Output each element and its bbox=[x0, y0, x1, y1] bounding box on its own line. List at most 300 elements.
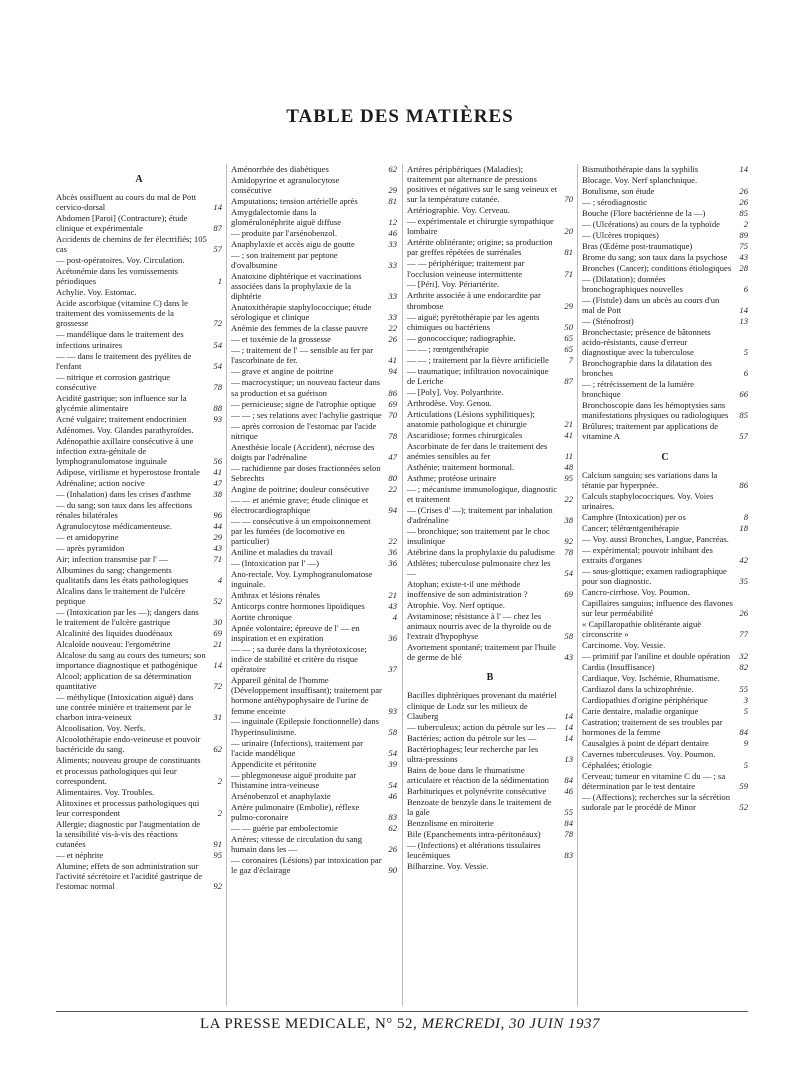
index-entry bbox=[56, 787, 222, 797]
entry-page: 32 bbox=[739, 650, 748, 661]
index-entry bbox=[582, 717, 748, 737]
index-entry bbox=[231, 377, 397, 397]
entry-page: 26 bbox=[739, 607, 748, 618]
index-entry bbox=[231, 644, 397, 674]
entry-page: 29 bbox=[388, 185, 397, 196]
index-entry bbox=[231, 271, 397, 301]
index-entry bbox=[56, 467, 222, 477]
entry-page: 54 bbox=[213, 360, 222, 371]
entry-page: 6 bbox=[743, 368, 748, 379]
entry-page: 20 bbox=[564, 226, 573, 237]
entry-page: 3 bbox=[743, 694, 748, 705]
entry-text: Artériographie. Voy. Cerveau. bbox=[407, 205, 510, 216]
entry-page: 29 bbox=[213, 531, 222, 542]
index-entry bbox=[231, 421, 397, 441]
entry-page: 78 bbox=[564, 828, 573, 839]
index-entry bbox=[231, 196, 397, 206]
index-entry bbox=[407, 744, 573, 764]
index-entry bbox=[582, 523, 748, 533]
entry-text: Bronchoscopie dans les hémoptysies sans manifestations physiques ou radiologiques bbox=[582, 400, 729, 421]
entry-text: — rachidienne par doses fractionnées selon Sebrechts bbox=[231, 462, 381, 483]
entry-page: 37 bbox=[388, 664, 397, 675]
entry-page: 14 bbox=[564, 710, 573, 721]
index-entry bbox=[231, 323, 397, 333]
index-entry bbox=[231, 175, 397, 195]
entry-page: 43 bbox=[213, 542, 222, 553]
index-entry bbox=[407, 690, 573, 720]
index-entry bbox=[582, 651, 748, 661]
index-entry bbox=[582, 295, 748, 315]
index-entry bbox=[407, 722, 573, 732]
entry-text: Asthénie; traitement hormonal. bbox=[407, 461, 515, 472]
entry-text: Athlètes; tuberculose pulmonaire chez les — bbox=[407, 557, 551, 579]
index-entry bbox=[56, 521, 222, 531]
index-entry bbox=[231, 399, 397, 409]
entry-text: « Capillaropathie oblitérante aiguë circonscrite » bbox=[582, 618, 702, 639]
entry-page: 12 bbox=[388, 217, 397, 228]
entry-text: Acné vulgaire; traitement endocrinien bbox=[56, 413, 187, 424]
entry-text: Adrénaline; action nocive bbox=[56, 477, 145, 488]
entry-text: Alcoolisation. Voy. Nerfs. bbox=[56, 723, 146, 734]
index-entry bbox=[582, 230, 748, 240]
entry-text: — sous-glottique; examen radiographique pour son diagnostic. bbox=[582, 565, 727, 586]
entry-text: — (Inhalation) dans les crises d'asthme bbox=[56, 488, 191, 499]
entry-page: 47 bbox=[213, 477, 222, 488]
index-entry bbox=[231, 228, 397, 238]
entry-text: Ascaridiose; formes chirurgicales bbox=[407, 429, 523, 440]
entry-text: — — guérie par embolectomie bbox=[231, 822, 338, 833]
entry-text: Cardiopathies d'origine périphérique bbox=[582, 694, 708, 705]
index-entry bbox=[407, 164, 573, 204]
index-entry bbox=[56, 723, 222, 733]
index-entry bbox=[582, 470, 748, 490]
entry-text: Albumines du sang; changements qualitatifs dans les états pathologiques bbox=[56, 564, 189, 585]
index-entry bbox=[582, 792, 748, 812]
entry-text: — — ; traitement par la fièvre artificielle bbox=[407, 354, 549, 365]
index-entry bbox=[56, 436, 222, 466]
index-column-3 bbox=[407, 164, 573, 1006]
entry-page: 54 bbox=[213, 339, 222, 350]
entry-page: 91 bbox=[213, 838, 222, 849]
entry-text: — [Péri]. Voy. Périartérite. bbox=[407, 279, 500, 290]
entry-page: 46 bbox=[564, 785, 573, 796]
entry-page: 83 bbox=[388, 811, 397, 822]
index-entry bbox=[582, 662, 748, 672]
entry-page: 96 bbox=[213, 509, 222, 520]
index-entry bbox=[56, 543, 222, 553]
entry-text: Anticorps contre hormones lipoïdiques bbox=[231, 601, 365, 611]
entry-page: 9 bbox=[743, 737, 748, 748]
entry-page: 88 bbox=[213, 402, 222, 413]
index-entry bbox=[582, 760, 748, 770]
entry-text: — (Ulcères tropiques) bbox=[582, 229, 659, 240]
index-entry bbox=[231, 569, 397, 589]
column-divider bbox=[226, 164, 227, 1006]
entry-text: Artères périphériques (Maladies); traitement par alternance de pressions positives et négatives sur le sang veineux et sur la température cutanée. bbox=[407, 164, 558, 205]
index-entry bbox=[407, 398, 573, 408]
index-entry bbox=[582, 327, 748, 357]
index-entry bbox=[231, 623, 397, 643]
entry-text: — après pyramidon bbox=[56, 542, 125, 553]
entry-page: 21 bbox=[564, 418, 573, 429]
entry-page: 65 bbox=[564, 343, 573, 354]
entry-text: — et amidopyrine bbox=[56, 531, 119, 542]
index-entry bbox=[56, 298, 222, 328]
entry-page: 44 bbox=[213, 520, 222, 531]
entry-page: 82 bbox=[739, 661, 748, 672]
index-entry bbox=[582, 619, 748, 639]
entry-text: Brûlures; traitement par applications de vitamine A bbox=[582, 421, 719, 442]
entry-page: 41 bbox=[388, 355, 397, 366]
entry-text: Bactéries; action du pétrole sur les — bbox=[407, 732, 537, 743]
index-entry bbox=[582, 379, 748, 399]
entry-text: — (Intoxication par l' —) bbox=[231, 557, 319, 568]
entry-page: 42 bbox=[739, 554, 748, 565]
entry-page: 71 bbox=[564, 268, 573, 279]
entry-text: Ascorbinate de fer dans le traitement des anémies sensibles au fer bbox=[407, 440, 548, 461]
index-entry bbox=[582, 640, 748, 650]
index-entry bbox=[407, 765, 573, 785]
entry-page: 22 bbox=[388, 323, 397, 334]
entry-text: Bactériophages; leur recherche par les ultra-pressions bbox=[407, 743, 539, 764]
entry-text: Capillaires sanguins; influence des flavones sur leur perméabilité bbox=[582, 597, 733, 618]
index-entry bbox=[582, 421, 748, 441]
entry-page: 14 bbox=[564, 732, 573, 743]
entry-text: Alcoolothérapie endo-veineuse et pouvoir bactéricide du sang. bbox=[56, 734, 201, 755]
entry-page: 56 bbox=[213, 455, 222, 466]
entry-text: — — périphérique; traitement par l'occlusion veineuse intermittente bbox=[407, 258, 525, 279]
entry-text: Artérite oblitérante; origine; sa production par greffes répétées de surrénales bbox=[407, 237, 553, 258]
entry-text: — et toxémie de la grossesse bbox=[231, 334, 331, 345]
entry-page: 48 bbox=[564, 461, 573, 472]
index-entry bbox=[582, 491, 748, 511]
index-entry bbox=[56, 425, 222, 435]
entry-page: 54 bbox=[564, 568, 573, 579]
entry-page: 36 bbox=[388, 633, 397, 644]
entry-text: Cerveau; tumeur en vitamine C du — ; sa détermination par le test dentaire bbox=[582, 770, 726, 791]
entry-text: — traumatique; infiltration novocaïnique de Leriche bbox=[407, 365, 549, 386]
index-entry bbox=[407, 861, 573, 871]
index-entry bbox=[231, 823, 397, 833]
entry-text: — coronaires (Lésions) par intoxication par le gaz d'éclairage bbox=[231, 854, 382, 875]
entry-text: — mandélique dans le traitement des infections urinaires bbox=[56, 329, 184, 350]
index-entry bbox=[56, 650, 222, 670]
index-entry bbox=[231, 590, 397, 600]
entry-page: 69 bbox=[388, 398, 397, 409]
entry-text: Adénomes. Voy. Glandes parathyroïdes. bbox=[56, 424, 194, 435]
index-entry bbox=[56, 414, 222, 424]
entry-page: 80 bbox=[388, 472, 397, 483]
entry-page: 4 bbox=[217, 574, 222, 585]
entry-page: 6 bbox=[743, 283, 748, 294]
entry-page: 13 bbox=[739, 316, 748, 326]
entry-page: 95 bbox=[213, 849, 222, 860]
entry-page: 52 bbox=[213, 596, 222, 607]
index-entry bbox=[231, 558, 397, 568]
index-entry bbox=[582, 316, 748, 326]
entry-page: 5 bbox=[743, 347, 748, 358]
index-entry bbox=[407, 579, 573, 599]
entry-page: 54 bbox=[388, 747, 397, 758]
index-entry bbox=[407, 505, 573, 525]
entry-page: 81 bbox=[388, 196, 397, 207]
entry-text: — — consécutive à un empoisonnement par les fumées (de locomotive en particulier) bbox=[231, 515, 371, 546]
entry-text: — — dans le traitement des pyélites de l'enfant bbox=[56, 350, 192, 371]
entry-page: 26 bbox=[388, 843, 397, 854]
index-entry bbox=[407, 642, 573, 662]
entry-text: — (Dilatation); données bronchographiques nouvelles bbox=[582, 273, 683, 294]
entry-text: Artères; vitesse de circulation du sang humain dans les — bbox=[231, 833, 363, 854]
index-entry bbox=[407, 600, 573, 610]
entry-page: 89 bbox=[739, 229, 748, 240]
index-entry bbox=[582, 252, 748, 262]
entry-page: 69 bbox=[213, 628, 222, 639]
entry-text: Benzolisme en miroiterie bbox=[407, 817, 494, 828]
index-entry bbox=[407, 818, 573, 828]
index-entry bbox=[407, 409, 573, 429]
entry-page: 26 bbox=[739, 185, 748, 196]
entry-page: 72 bbox=[213, 681, 222, 692]
entry-text: Aortite chronique bbox=[231, 611, 292, 622]
entry-page: 29 bbox=[564, 300, 573, 311]
index-entry bbox=[231, 802, 397, 822]
index-entry bbox=[231, 770, 397, 790]
entry-text: — du sang; son taux dans les affections rénales bilatérales bbox=[56, 499, 193, 520]
entry-text: — — ; rœntgenthérapie bbox=[407, 343, 489, 354]
entry-page: 46 bbox=[388, 790, 397, 801]
entry-text: Accidents de chemins de fer électrifiés; 105 cas bbox=[56, 234, 207, 255]
entry-page: 85 bbox=[739, 207, 748, 218]
index-entry bbox=[407, 237, 573, 257]
index-entry bbox=[231, 759, 397, 769]
index-entry bbox=[56, 500, 222, 520]
entry-text: — — et anémie grave; étude clinique et électrocardiographique bbox=[231, 494, 369, 515]
index-entry bbox=[231, 484, 397, 494]
entry-page: 31 bbox=[213, 712, 222, 723]
index-entry bbox=[56, 287, 222, 297]
entry-text: Benzoate de benzyle dans le traitement de la gale bbox=[407, 796, 552, 817]
index-entry bbox=[56, 234, 222, 254]
index-entry bbox=[231, 334, 397, 344]
entry-page: 78 bbox=[213, 381, 222, 392]
entry-text: — et néphrite bbox=[56, 849, 104, 860]
index-entry bbox=[56, 554, 222, 564]
index-entry bbox=[231, 834, 397, 854]
entry-text: Alcalinité des liquides duodénaux bbox=[56, 628, 173, 639]
index-entry bbox=[56, 213, 222, 233]
entry-text: Cancro-cirrhose. Voy. Poumon. bbox=[582, 586, 690, 597]
entry-page: 35 bbox=[739, 575, 748, 586]
entry-page: 65 bbox=[564, 332, 573, 343]
entry-text: Atébrine dans la prophylaxie du paludisme bbox=[407, 546, 555, 557]
index-entry bbox=[407, 387, 573, 397]
entry-page: 28 bbox=[739, 262, 748, 273]
entry-page: 2 bbox=[217, 775, 222, 786]
index-entry bbox=[407, 462, 573, 472]
entry-page: 86 bbox=[388, 387, 397, 398]
entry-text: Bile (Epanchements intra-péritonéaux) bbox=[407, 828, 541, 839]
index-entry bbox=[582, 197, 748, 207]
index-entry bbox=[582, 175, 748, 185]
section-letter: A bbox=[135, 174, 143, 185]
entry-page: 18 bbox=[739, 522, 748, 533]
entry-text: Arthrodèse. Voy. Genou. bbox=[407, 397, 492, 408]
index-entry bbox=[56, 266, 222, 286]
index-column-4 bbox=[582, 164, 748, 1006]
index-entry bbox=[407, 829, 573, 839]
entry-text: Amygdalectomie dans la glomérulonéphrite aiguë diffuse bbox=[231, 207, 342, 228]
entry-text: Avortement spontané; traitement par l'huile de germe de blé bbox=[407, 642, 556, 663]
entry-text: Bains de boue dans le rhumatisme articulaire et réaction de la sédimentation bbox=[407, 764, 549, 785]
entry-page: 86 bbox=[739, 479, 748, 490]
entry-text: Amputations; tension artérielle après bbox=[231, 196, 358, 207]
index-entry bbox=[407, 216, 573, 236]
entry-text: — (Infections) et altérations tissulaires leucémiques bbox=[407, 839, 541, 860]
entry-text: Alcaloïde nouveau: l'ergométrine bbox=[56, 639, 171, 650]
entry-page: 33 bbox=[388, 312, 397, 323]
entry-text: Bacilles diphtériques provenant du matériel clinique de Lodz sur les milieux de Clauberg bbox=[407, 690, 557, 721]
entry-text: Acidité gastrique; son influence sur la glycémie alimentaire bbox=[56, 392, 187, 413]
index-entry bbox=[407, 333, 573, 343]
entry-text: — (Crises d' —); traitement par inhalation d'adrénaline bbox=[407, 504, 553, 525]
entry-page: 14 bbox=[739, 164, 748, 174]
entry-page: 7 bbox=[568, 354, 573, 365]
index-entry bbox=[231, 345, 397, 365]
entry-text: — gonococcique; radiographie. bbox=[407, 332, 516, 343]
index-entry bbox=[407, 611, 573, 641]
entry-page: 84 bbox=[739, 726, 748, 737]
index-entry bbox=[407, 547, 573, 557]
index-entry bbox=[407, 484, 573, 504]
index-entry bbox=[582, 274, 748, 294]
index-entry bbox=[231, 463, 397, 483]
entry-page: 22 bbox=[388, 483, 397, 494]
entry-text: Adipose, virilisme et hyperostose frontale bbox=[56, 466, 200, 477]
entry-text: Botulisme, son étude bbox=[582, 185, 655, 196]
index-entry bbox=[56, 565, 222, 585]
entry-text: — expérimental; pouvoir inhibant des extraits d'organes bbox=[582, 544, 713, 565]
entry-text: Atrophie. Voy. Nerf optique. bbox=[407, 600, 505, 611]
entry-text: — urinaire (Infections), traitement par l'acide mandélique bbox=[231, 737, 363, 758]
index-entry bbox=[231, 547, 397, 557]
entry-page: 36 bbox=[388, 557, 397, 568]
entry-page: 41 bbox=[564, 429, 573, 440]
index-entry bbox=[582, 164, 748, 174]
entry-page: 93 bbox=[213, 413, 222, 424]
entry-text: — (Intoxication par les —); dangers dans le traitement de l'ulcère gastrique bbox=[56, 607, 199, 628]
index-entry bbox=[231, 366, 397, 376]
entry-page: 54 bbox=[388, 779, 397, 790]
entry-page: 41 bbox=[213, 466, 222, 477]
entry-text: Bismuthothérapie dans la syphilis bbox=[582, 164, 699, 174]
index-entry bbox=[582, 263, 748, 273]
entry-text: — (Ulcérations) au cours de la typhoïde bbox=[582, 218, 720, 229]
entry-text: Bronches (Cancer); conditions étiologiques bbox=[582, 262, 732, 273]
page-footer bbox=[0, 1016, 800, 1033]
entry-page: 57 bbox=[739, 431, 748, 442]
section-letter: B bbox=[486, 672, 494, 684]
entry-page: 94 bbox=[388, 504, 397, 515]
entry-text: — ; rétrécissement de la lumière bronchique bbox=[582, 379, 694, 400]
page-title: TABLE DES MATIÈRES bbox=[286, 106, 514, 127]
entry-text: Camphre (Intoxication) per os bbox=[582, 511, 686, 522]
entry-text: Abcès ossifluent au cours du mal de Pott cervico-dorsal bbox=[56, 192, 197, 213]
entry-text: Anatoxine diphtérique et vaccinations associées dans la prophylaxie de la diphtérie bbox=[231, 271, 362, 302]
entry-text: Avitaminose; résistance à l' — chez les animaux nourris avec de la thyroïde ou de l'extrait d'hypophyse bbox=[407, 611, 552, 642]
entry-page: 58 bbox=[564, 631, 573, 642]
index-entry bbox=[56, 819, 222, 849]
entry-text: Allergie; diagnostic par l'augmentation de la sensibilité vis-à-vis des réactions cutanées bbox=[56, 818, 201, 849]
footer-rule bbox=[56, 1011, 748, 1012]
entry-page: 55 bbox=[564, 806, 573, 817]
entry-text: — après corrosion de l'estomac par l'acide nitrique bbox=[231, 420, 377, 441]
entry-text: — Voy. aussi Bronches, Langue, Pancréas. bbox=[582, 533, 729, 544]
index-entry bbox=[582, 545, 748, 565]
entry-text: — phlegmoneuse aiguë produite par l'histamine intra-veineuse bbox=[231, 769, 357, 790]
entry-page: 21 bbox=[213, 639, 222, 650]
entry-text: Alitoxines et processus pathologiques qui leur correspondent bbox=[56, 797, 200, 818]
entry-page: 30 bbox=[213, 617, 222, 628]
entry-text: — [Poly]. Voy. Polyarthrite. bbox=[407, 386, 504, 397]
entry-text: Cancer; télérœntgenthérapie bbox=[582, 522, 680, 533]
index-columns bbox=[56, 164, 748, 1006]
entry-page: 70 bbox=[564, 194, 573, 205]
index-entry bbox=[231, 516, 397, 546]
entry-page: 78 bbox=[564, 546, 573, 557]
index-entry bbox=[407, 344, 573, 354]
index-entry bbox=[407, 441, 573, 461]
index-entry bbox=[582, 241, 748, 251]
entry-page: 43 bbox=[739, 251, 748, 262]
index-entry bbox=[582, 771, 748, 791]
entry-page: 22 bbox=[564, 493, 573, 504]
entry-text: Achylie. Voy. Estomac. bbox=[56, 287, 137, 298]
entry-text: — ; sérodiagnostic bbox=[582, 196, 647, 207]
entry-page: 14 bbox=[213, 202, 222, 213]
entry-page: 8 bbox=[743, 511, 748, 522]
entry-page: 38 bbox=[564, 514, 573, 525]
entry-text: Alimentaires. Voy. Troubles. bbox=[56, 786, 155, 797]
index-entry bbox=[407, 355, 573, 365]
entry-text: — (Affections); recherches sur la sécrétion sudorale par le procédé de Minor bbox=[582, 791, 731, 813]
index-entry bbox=[56, 798, 222, 818]
entry-page: 84 bbox=[564, 817, 573, 828]
index-entry bbox=[231, 716, 397, 736]
index-column-2 bbox=[231, 164, 397, 1006]
entry-page: 70 bbox=[388, 409, 397, 420]
index-entry bbox=[56, 192, 222, 212]
entry-text: Angine de poitrine; douleur consécutive bbox=[231, 483, 369, 494]
column-divider bbox=[402, 164, 403, 1006]
index-entry bbox=[407, 258, 573, 278]
index-column-1 bbox=[56, 164, 222, 1006]
entry-text: — expérimentale et chirurgie sympathique lombaire bbox=[407, 216, 554, 237]
index-entry bbox=[407, 279, 573, 289]
entry-text: Cardia (Insuffisance) bbox=[582, 661, 655, 672]
entry-page: 85 bbox=[739, 410, 748, 421]
entry-text: Anatoxithérapie staphylococcique; étude sérologique et clinique bbox=[231, 302, 372, 323]
index-entry bbox=[582, 358, 748, 378]
entry-page: 46 bbox=[388, 228, 397, 239]
entry-text: Blocage. Voy. Nerf splanchnique. bbox=[582, 174, 698, 185]
entry-text: — post-opératoires. Voy. Circulation. bbox=[56, 255, 185, 266]
entry-text: Carcinome. Voy. Vessie. bbox=[582, 639, 666, 650]
entry-page: 14 bbox=[739, 305, 748, 316]
footer-number: N° 52, bbox=[374, 1016, 418, 1032]
entry-page: 33 bbox=[388, 239, 397, 250]
entry-text: Carie dentaire, maladie organique bbox=[582, 705, 699, 716]
entry-text: Bronchographie dans la dilatation des bronches bbox=[582, 358, 712, 379]
